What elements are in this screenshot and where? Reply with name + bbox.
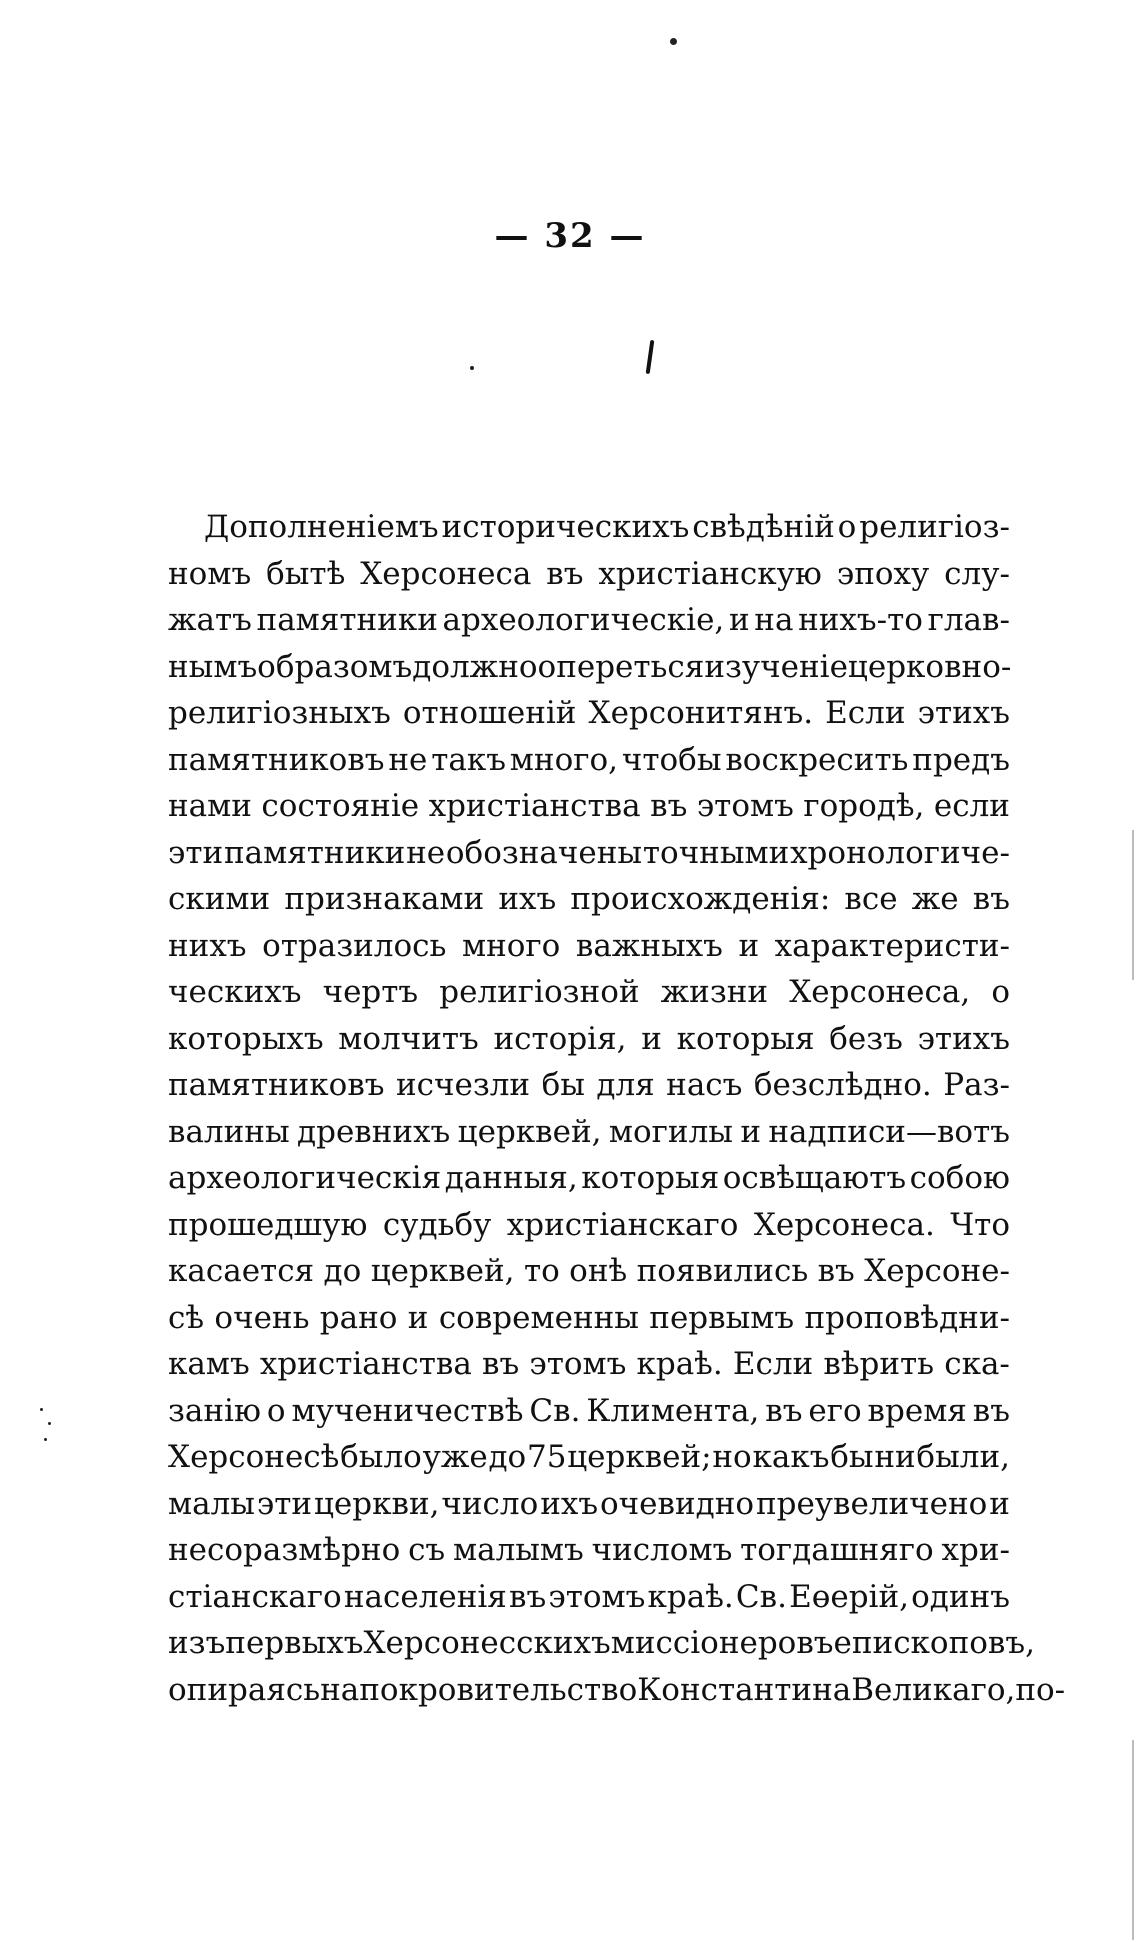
- text-word: изъ: [168, 1625, 226, 1661]
- text-word: безслѣдно.: [753, 1067, 932, 1103]
- text-word: ска-: [944, 1346, 1010, 1382]
- text-word: христіанства: [259, 1346, 472, 1382]
- text-word: Дополненіемъ: [204, 509, 439, 545]
- text-word: тогдашняго: [740, 1532, 934, 1568]
- text-word: вѣрить: [823, 1346, 935, 1382]
- text-word: о: [837, 509, 857, 545]
- text-word: признаками: [284, 881, 485, 917]
- text-word: опираясь: [168, 1671, 321, 1708]
- text-word: но: [712, 1439, 752, 1475]
- text-word: чертъ: [322, 974, 419, 1010]
- text-word: камъ: [168, 1346, 250, 1382]
- text-word: которыхъ: [168, 1020, 324, 1057]
- text-word: отношеній: [402, 695, 577, 731]
- text-word: рано: [319, 1299, 398, 1336]
- text-word: епископовъ,: [833, 1625, 1035, 1661]
- text-word: и: [740, 1113, 761, 1150]
- text-word: миссіонеровъ: [610, 1625, 834, 1661]
- text-line: [168, 1527, 1010, 1574]
- text-word: преувеличено: [755, 1485, 988, 1522]
- text-word: судьбу: [382, 1206, 492, 1243]
- text-word: то: [523, 1253, 560, 1289]
- text-word: свѣдѣній: [692, 509, 835, 545]
- text-word: первымъ: [649, 1299, 795, 1336]
- text-word: освѣщаютъ: [722, 1160, 907, 1196]
- text-word: нихъ: [168, 927, 247, 964]
- text-word: современны: [438, 1299, 639, 1336]
- text-line: [168, 1620, 1035, 1667]
- text-word: населенія: [343, 1578, 507, 1615]
- text-word: несоразмѣрно: [168, 1532, 401, 1568]
- text-word: Еөерій,: [789, 1578, 909, 1615]
- text-word: нами: [168, 788, 252, 824]
- text-word: точными: [642, 834, 790, 871]
- text-line: [168, 1388, 1010, 1435]
- ink-speck: [44, 1438, 47, 1441]
- text-word: бытѣ: [266, 555, 346, 592]
- text-word: краѣ.: [647, 1578, 734, 1615]
- text-word: религіозной: [439, 974, 640, 1010]
- text-word: 75: [527, 1439, 567, 1475]
- page-edge-line: [1132, 1740, 1134, 1940]
- text-word: Св.: [529, 1392, 581, 1429]
- text-word: нихъ-то: [798, 602, 923, 638]
- text-word: время: [867, 1392, 967, 1429]
- text-word: хронологиче-: [790, 834, 1010, 871]
- text-word: церквей,: [457, 1113, 602, 1150]
- text-line: [168, 690, 1010, 737]
- text-word: памятники: [256, 602, 438, 638]
- text-word: могилы: [608, 1113, 733, 1150]
- text-word: малы: [168, 1485, 255, 1522]
- text-word: скими: [168, 881, 271, 917]
- text-word: воскресить: [725, 741, 909, 778]
- text-word: уже: [422, 1439, 488, 1475]
- text-word: Великаго,: [851, 1671, 1016, 1708]
- ink-speck: [670, 38, 677, 45]
- text-word: его: [808, 1392, 862, 1429]
- text-word: памятники: [223, 834, 406, 871]
- text-word: жатъ: [168, 602, 252, 638]
- text-word: Что: [950, 1206, 1010, 1243]
- text-word: малымъ: [452, 1532, 584, 1568]
- body-text: [168, 504, 1066, 1713]
- text-word: же: [911, 881, 959, 917]
- text-word: мученичествѣ: [291, 1392, 524, 1429]
- page-edge-line: [1132, 830, 1134, 980]
- text-line: [168, 1109, 1010, 1156]
- text-word: памятниковъ: [168, 741, 385, 778]
- text-word: въ: [817, 1253, 855, 1289]
- text-word: проповѣдни-: [804, 1299, 1010, 1336]
- text-line: [168, 1574, 1010, 1621]
- text-word: археологическія: [168, 1160, 442, 1196]
- text-word: опереться: [537, 648, 705, 685]
- text-word: валины: [168, 1113, 290, 1150]
- text-word: исторія,: [493, 1020, 627, 1057]
- text-word: Св.: [735, 1578, 787, 1615]
- text-line: [168, 876, 1010, 923]
- text-word: много,: [509, 741, 618, 778]
- text-word: краѣ.: [636, 1346, 723, 1382]
- text-word: хри-: [941, 1532, 1010, 1568]
- text-word: важныхъ: [575, 927, 723, 964]
- text-word: Херсонеса.: [753, 1206, 935, 1243]
- text-line: [168, 1202, 1010, 1249]
- text-word: городѣ,: [803, 788, 925, 824]
- text-word: сѣ: [168, 1299, 205, 1336]
- text-word: онѣ: [569, 1253, 628, 1289]
- text-line: [168, 1155, 1010, 1202]
- text-line: [168, 1016, 1010, 1063]
- text-word: до: [323, 1253, 362, 1289]
- text-word: этихъ: [917, 695, 1010, 731]
- text-word: Херсонеса,: [789, 974, 971, 1010]
- text-word: насъ: [666, 1067, 743, 1103]
- text-line: [168, 1062, 1010, 1109]
- text-word: много: [461, 927, 561, 964]
- text-word: въ: [509, 1578, 547, 1615]
- text-word: номъ: [168, 555, 252, 592]
- text-word: религіоз-: [859, 509, 1010, 545]
- text-line: [168, 1667, 1066, 1714]
- text-word: появились: [636, 1253, 809, 1289]
- text-word: эти: [256, 1485, 313, 1522]
- text-word: которыя: [676, 1020, 815, 1057]
- text-word: о: [266, 1392, 286, 1429]
- text-word: ческихъ: [168, 974, 302, 1010]
- text-word: молчитъ: [338, 1020, 479, 1057]
- text-word: слу-: [944, 555, 1010, 592]
- page-number: — 32 —: [494, 216, 646, 256]
- text-word: очень: [214, 1299, 310, 1336]
- text-word: на: [754, 602, 794, 638]
- text-word: этихъ: [917, 1020, 1010, 1057]
- text-word: христіанскаго: [506, 1206, 739, 1243]
- text-word: не: [388, 741, 428, 778]
- text-word: памятниковъ: [168, 1067, 385, 1103]
- text-word: ихъ: [540, 1485, 599, 1522]
- text-word: такъ: [431, 741, 506, 778]
- text-word: Херсонитянъ.: [588, 695, 814, 731]
- ink-speck: [40, 1408, 43, 1411]
- text-word: съ: [408, 1532, 446, 1568]
- text-word: не: [406, 834, 446, 871]
- text-word: и: [407, 1299, 429, 1336]
- text-line: [168, 644, 1010, 691]
- text-word: на: [320, 1671, 360, 1708]
- text-word: ихъ: [498, 881, 557, 917]
- text-word: изученіе: [704, 648, 848, 685]
- text-word: этомъ: [548, 1578, 646, 1615]
- text-word: отразилось: [262, 927, 447, 964]
- text-word: Херсонеса: [360, 555, 532, 592]
- text-word: эти: [168, 834, 224, 871]
- text-word: исчезли: [395, 1067, 531, 1103]
- text-word: которыя: [581, 1160, 720, 1196]
- text-word: глав-: [927, 602, 1010, 638]
- text-word: должно: [412, 648, 538, 685]
- text-word: Херсоне-: [864, 1253, 1010, 1289]
- text-word: и: [989, 1485, 1010, 1522]
- text-word: по-: [1015, 1671, 1066, 1708]
- text-word: историческихъ: [441, 509, 690, 545]
- text-word: для: [596, 1067, 655, 1103]
- text-word: все: [844, 881, 898, 917]
- text-word: археологическіе,: [442, 602, 725, 638]
- pen-stroke-mark: [646, 340, 655, 374]
- text-word: покровительство: [359, 1671, 638, 1708]
- text-word: Климента,: [586, 1392, 760, 1429]
- text-line: [168, 1248, 1010, 1295]
- text-word: какъ: [752, 1439, 830, 1475]
- text-word: числомъ: [591, 1532, 733, 1568]
- text-word: церквей;: [567, 1439, 712, 1475]
- text-word: въ: [972, 1392, 1010, 1429]
- ink-speck: [470, 366, 474, 370]
- text-line: [168, 783, 1010, 830]
- text-line: [168, 737, 1010, 784]
- text-word: жизни: [660, 974, 769, 1010]
- text-word: ни: [874, 1439, 916, 1475]
- text-word: занію: [168, 1392, 261, 1429]
- text-word: до: [488, 1439, 527, 1475]
- text-word: стіанскаго: [168, 1578, 342, 1615]
- text-word: характеристи-: [774, 927, 1010, 964]
- text-word: были,: [916, 1439, 1010, 1475]
- text-word: происхожденія:: [570, 881, 831, 917]
- text-word: церквей,: [370, 1253, 515, 1289]
- text-word: собою: [909, 1160, 1010, 1196]
- text-line: [168, 597, 1010, 644]
- text-line: [168, 1434, 1010, 1481]
- text-word: одинъ: [911, 1578, 1010, 1615]
- text-word: бы: [541, 1067, 585, 1103]
- text-word: если: [933, 788, 1010, 824]
- text-line: [168, 923, 1010, 970]
- text-word: Если: [732, 1346, 814, 1382]
- text-line: [168, 1295, 1010, 1342]
- text-line: [168, 830, 1010, 877]
- text-line: [168, 969, 1010, 1016]
- text-word: древнихъ: [297, 1113, 451, 1150]
- text-word: Херсонесскихъ: [363, 1625, 611, 1661]
- text-line: [168, 551, 1010, 598]
- text-word: число: [441, 1485, 539, 1522]
- text-word: въ: [972, 881, 1010, 917]
- text-word: Если: [825, 695, 906, 731]
- text-word: состояніе: [261, 788, 420, 824]
- text-word: о: [991, 974, 1010, 1010]
- text-word: было: [340, 1439, 422, 1475]
- text-word: Раз-: [943, 1067, 1010, 1103]
- text-word: нымъ: [168, 648, 258, 685]
- text-word: религіозныхъ: [168, 695, 391, 731]
- text-word: въ: [546, 555, 584, 592]
- text-word: безъ: [829, 1020, 903, 1057]
- text-word: этомъ: [696, 788, 794, 824]
- text-word: прошедшую: [168, 1206, 368, 1243]
- text-line: [168, 504, 1010, 551]
- ink-speck: [48, 1422, 51, 1425]
- text-word: бы: [830, 1439, 874, 1475]
- text-word: касается: [168, 1253, 315, 1289]
- text-word: данныя,: [444, 1160, 578, 1196]
- text-word: эпоху: [836, 555, 930, 592]
- text-word: и: [728, 602, 750, 638]
- text-word: предъ: [912, 741, 1010, 778]
- text-word: христіанскую: [598, 555, 822, 592]
- text-word: церковно-: [847, 648, 1012, 685]
- text-word: Херсонесѣ: [168, 1439, 340, 1475]
- text-word: этомъ: [529, 1346, 627, 1382]
- text-word: въ: [650, 788, 688, 824]
- text-word: надписи—вотъ: [768, 1113, 1010, 1150]
- text-word: чтобы: [621, 741, 722, 778]
- text-word: Константина: [637, 1671, 852, 1708]
- text-word: образомъ: [257, 648, 413, 685]
- text-word: обозначены: [445, 834, 643, 871]
- text-word: первыхъ: [225, 1625, 364, 1661]
- text-word: въ: [765, 1392, 803, 1429]
- text-word: и: [738, 927, 760, 964]
- text-word: и: [641, 1020, 662, 1057]
- text-line: [168, 1481, 1010, 1528]
- text-line: [168, 1341, 1010, 1388]
- text-word: христіанства: [428, 788, 641, 824]
- text-word: въ: [482, 1346, 520, 1382]
- text-word: церкви,: [314, 1485, 440, 1522]
- text-word: очевидно: [599, 1485, 755, 1522]
